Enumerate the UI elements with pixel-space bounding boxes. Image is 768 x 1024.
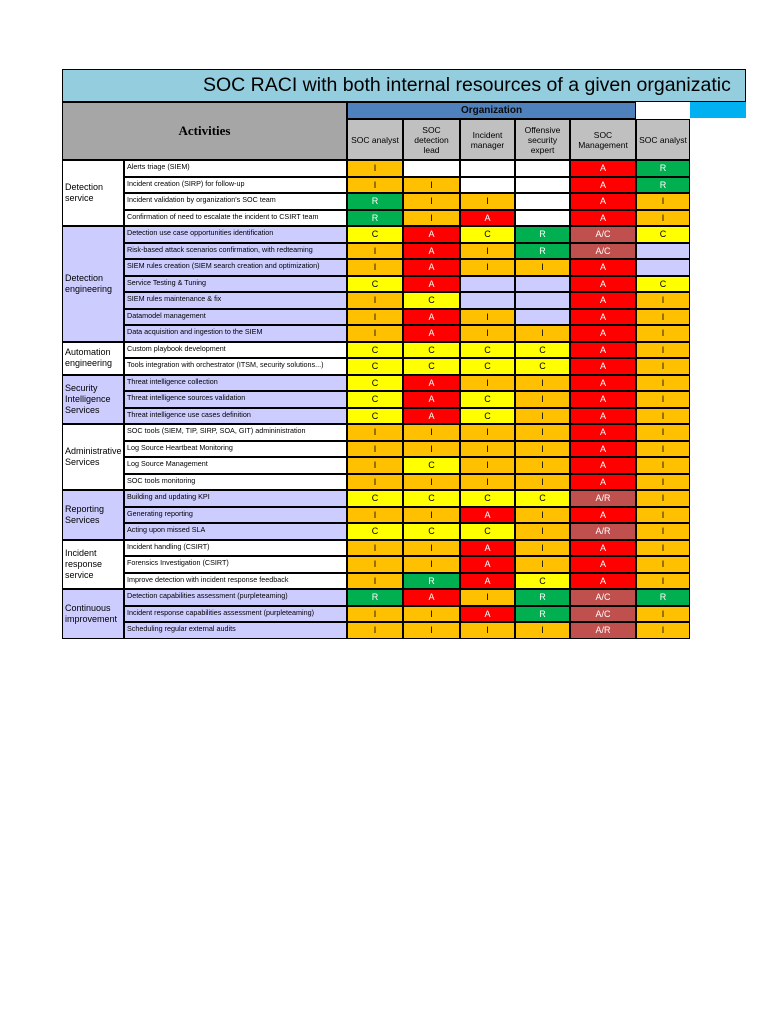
raci-cell: I [636,523,690,540]
activity-cell: Scheduling regular external audits [124,622,347,639]
raci-cell: I [347,622,403,639]
raci-cell: C [460,523,515,540]
role-header: Incident manager [460,119,515,160]
raci-cell: I [460,474,515,491]
group-label: Detection engineering [62,226,124,342]
raci-cell: R [347,210,403,227]
raci-cell: C [403,342,460,359]
group-label: Reporting Services [62,490,124,540]
raci-cell: I [636,507,690,524]
raci-cell: C [347,391,403,408]
raci-cell: I [636,424,690,441]
raci-cell [515,210,570,227]
raci-cell: A/R [570,523,636,540]
role-header: SOC Management [570,119,636,160]
raci-cell: I [347,160,403,177]
raci-cell: R [636,589,690,606]
raci-cell: A [403,259,460,276]
activity-cell: Detection capabilities assessment (purpleteaming) [124,589,347,606]
raci-cell: A [403,243,460,260]
role-header: SOC detection lead [403,119,460,160]
raci-cell: I [347,424,403,441]
activity-cell: Incident validation by organization's SOC team [124,193,347,210]
raci-cell: A [570,408,636,425]
activity-cell: SOC tools (SIEM, TIP, SIRP, SOA, GIT) admininistration [124,424,347,441]
raci-cell: C [403,490,460,507]
raci-cell: A [570,457,636,474]
raci-cell: I [636,606,690,623]
raci-cell: A [570,325,636,342]
activity-cell: Tools integration with orchestrator (ITSM, security solutions...) [124,358,347,375]
raci-cell: I [403,210,460,227]
raci-cell: I [347,457,403,474]
activity-cell: Detection use case opportunities identification [124,226,347,243]
role-header: SOC analyst [636,119,690,160]
raci-cell: A [403,408,460,425]
raci-cell: I [636,193,690,210]
table-title-bar [62,69,746,102]
raci-cell: A [570,210,636,227]
activity-cell: Data acquisition and ingestion to the SIEM [124,325,347,342]
raci-cell: A [570,391,636,408]
table-title: SOC RACI with both internal resources of a given organizatic [203,74,731,96]
raci-cell: I [636,358,690,375]
raci-cell: I [460,193,515,210]
raci-cell: I [515,424,570,441]
raci-cell: C [403,523,460,540]
role-header-spacer [636,102,690,119]
raci-cell: A [460,210,515,227]
raci-cell: I [347,507,403,524]
raci-cell: C [347,342,403,359]
activity-cell: Threat intelligence use cases definition [124,408,347,425]
raci-cell: I [403,474,460,491]
raci-cell: I [636,457,690,474]
raci-cell: A [570,424,636,441]
raci-cell: I [403,507,460,524]
raci-cell: C [515,358,570,375]
raci-cell: I [347,606,403,623]
raci-cell: I [636,556,690,573]
raci-cell [515,193,570,210]
group-label: Detection service [62,160,124,226]
raci-cell: I [347,540,403,557]
raci-cell: A [403,391,460,408]
group-label: Administrative Services [62,424,124,490]
organization-header: Organization [347,102,636,119]
raci-cell: I [636,210,690,227]
raci-cell: I [460,457,515,474]
activity-cell: Log Source Heartbeat Monitoring [124,441,347,458]
activity-cell: Threat intelligence collection [124,375,347,392]
raci-cell: I [636,292,690,309]
group-label: Automation engineering [62,342,124,375]
raci-cell: A [403,375,460,392]
raci-cell: I [636,325,690,342]
activity-cell: Alerts triage (SIEM) [124,160,347,177]
raci-cell: I [403,193,460,210]
raci-cell: I [347,292,403,309]
activity-cell: Risk-based attack scenarios confirmation, with redteaming [124,243,347,260]
raci-cell: I [460,325,515,342]
raci-cell: I [515,507,570,524]
raci-cell: I [515,474,570,491]
raci-cell: A [403,325,460,342]
raci-cell: A [460,556,515,573]
raci-cell: I [636,408,690,425]
raci-cell: A [403,226,460,243]
raci-cell: I [460,309,515,326]
raci-cell: C [403,358,460,375]
activity-cell: Confirmation of need to escalate the incident to CSIRT team [124,210,347,227]
raci-cell: A [570,160,636,177]
raci-cell: A/R [570,490,636,507]
activities-header: Activities [62,102,347,160]
raci-cell: C [347,408,403,425]
raci-cell: C [636,226,690,243]
raci-cell [460,292,515,309]
activity-cell: SIEM rules creation (SIEM search creation and optimization) [124,259,347,276]
raci-cell: C [460,342,515,359]
activity-cell: Incident handling (CSIRT) [124,540,347,557]
raci-cell: C [347,375,403,392]
raci-cell: A [570,193,636,210]
activity-cell: SIEM rules maintenance & fix [124,292,347,309]
raci-cell [460,276,515,293]
raci-cell: A [570,342,636,359]
raci-cell: R [515,243,570,260]
raci-cell: A [570,358,636,375]
raci-cell: I [460,441,515,458]
raci-cell: C [347,276,403,293]
raci-cell: R [515,226,570,243]
raci-cell: A [460,540,515,557]
raci-cell: I [515,408,570,425]
raci-cell: I [460,375,515,392]
raci-cell: I [460,259,515,276]
raci-cell: R [636,177,690,194]
role-header: Offensive security expert [515,119,570,160]
raci-cell: I [403,424,460,441]
raci-cell: A [403,589,460,606]
activity-cell: Incident creation (SIRP) for follow-up [124,177,347,194]
raci-cell: I [403,177,460,194]
raci-cell: I [347,573,403,590]
raci-cell: I [347,243,403,260]
activity-cell: Datamodel management [124,309,347,326]
raci-cell: I [515,556,570,573]
raci-cell: I [515,540,570,557]
raci-cell: I [460,589,515,606]
raci-cell: I [515,391,570,408]
raci-cell [515,292,570,309]
raci-cell: R [515,606,570,623]
raci-cell: I [347,556,403,573]
raci-cell: I [636,309,690,326]
raci-cell: C [347,226,403,243]
raci-cell: A/C [570,589,636,606]
raci-cell: C [460,391,515,408]
raci-cell [515,177,570,194]
raci-cell [515,160,570,177]
raci-cell: I [347,325,403,342]
raci-cell: A/C [570,243,636,260]
activity-cell: Forensics Investigation (CSIRT) [124,556,347,573]
raci-cell: I [515,441,570,458]
raci-cell: A [403,276,460,293]
activity-cell: Acting upon missed SLA [124,523,347,540]
raci-cell: I [347,309,403,326]
raci-cell: A [460,606,515,623]
raci-cell: A/R [570,622,636,639]
raci-cell: I [636,342,690,359]
raci-cell: C [347,490,403,507]
activity-cell: Generating reporting [124,507,347,524]
raci-cell: A [570,540,636,557]
activity-cell: Custom playbook development [124,342,347,359]
raci-cell: I [636,375,690,392]
raci-cell: C [403,457,460,474]
raci-cell [460,160,515,177]
raci-cell: R [403,573,460,590]
activity-cell: Log Source Management [124,457,347,474]
raci-cell: C [460,408,515,425]
raci-cell [403,160,460,177]
raci-cell [460,177,515,194]
raci-cell: C [460,226,515,243]
raci-cell: I [460,243,515,260]
role-header: SOC analyst [347,119,403,160]
raci-cell: C [460,490,515,507]
raci-cell: I [403,606,460,623]
raci-cell: C [515,490,570,507]
raci-cell: A [570,309,636,326]
raci-cell: I [515,523,570,540]
raci-cell: C [460,358,515,375]
activity-cell: Incident response capabilities assessment (purpleteaming) [124,606,347,623]
raci-cell [636,259,690,276]
raci-cell: I [347,474,403,491]
raci-cell: I [636,622,690,639]
raci-cell: A [403,309,460,326]
raci-cell: R [515,589,570,606]
raci-cell: A [570,177,636,194]
raci-cell: I [636,490,690,507]
raci-cell: I [460,424,515,441]
raci-cell: A/C [570,606,636,623]
raci-cell [636,243,690,260]
raci-cell: A [570,507,636,524]
raci-cell: C [636,276,690,293]
raci-cell: A [570,259,636,276]
raci-cell: I [403,540,460,557]
activity-cell: Threat intelligence sources validation [124,391,347,408]
raci-cell: I [347,177,403,194]
raci-cell: A [460,573,515,590]
raci-cell: A [570,556,636,573]
raci-cell: I [636,573,690,590]
raci-cell: A [570,573,636,590]
raci-cell: I [515,375,570,392]
raci-cell: C [515,342,570,359]
raci-cell: I [403,622,460,639]
group-label: Security Intelligence Services [62,375,124,425]
raci-cell: R [347,589,403,606]
raci-cell [515,309,570,326]
raci-cell: A [460,507,515,524]
raci-cell: A [570,474,636,491]
raci-cell: R [636,160,690,177]
raci-cell: I [460,622,515,639]
raci-cell: I [636,540,690,557]
raci-cell: A/C [570,226,636,243]
group-label: Incident response service [62,540,124,590]
raci-cell: I [515,457,570,474]
raci-cell: C [403,292,460,309]
activity-cell: Building and updating KPI [124,490,347,507]
activity-cell: SOC tools monitoring [124,474,347,491]
raci-cell: I [515,622,570,639]
raci-cell [515,276,570,293]
raci-cell: I [515,259,570,276]
raci-cell: A [570,441,636,458]
raci-cell: I [515,325,570,342]
raci-cell: R [347,193,403,210]
raci-cell: I [636,391,690,408]
raci-cell: I [403,441,460,458]
activity-cell: Service Testing & Tuning [124,276,347,293]
raci-cell: C [515,573,570,590]
raci-cell: A [570,375,636,392]
raci-cell: I [347,259,403,276]
raci-cell: A [570,292,636,309]
group-label: Continuous improvement [62,589,124,639]
raci-cell: C [347,523,403,540]
raci-cell: I [347,441,403,458]
raci-cell: I [636,474,690,491]
raci-cell: I [403,556,460,573]
raci-cell: I [636,441,690,458]
activity-cell: Improve detection with incident response feedback [124,573,347,590]
raci-cell: C [347,358,403,375]
raci-cell: A [570,276,636,293]
